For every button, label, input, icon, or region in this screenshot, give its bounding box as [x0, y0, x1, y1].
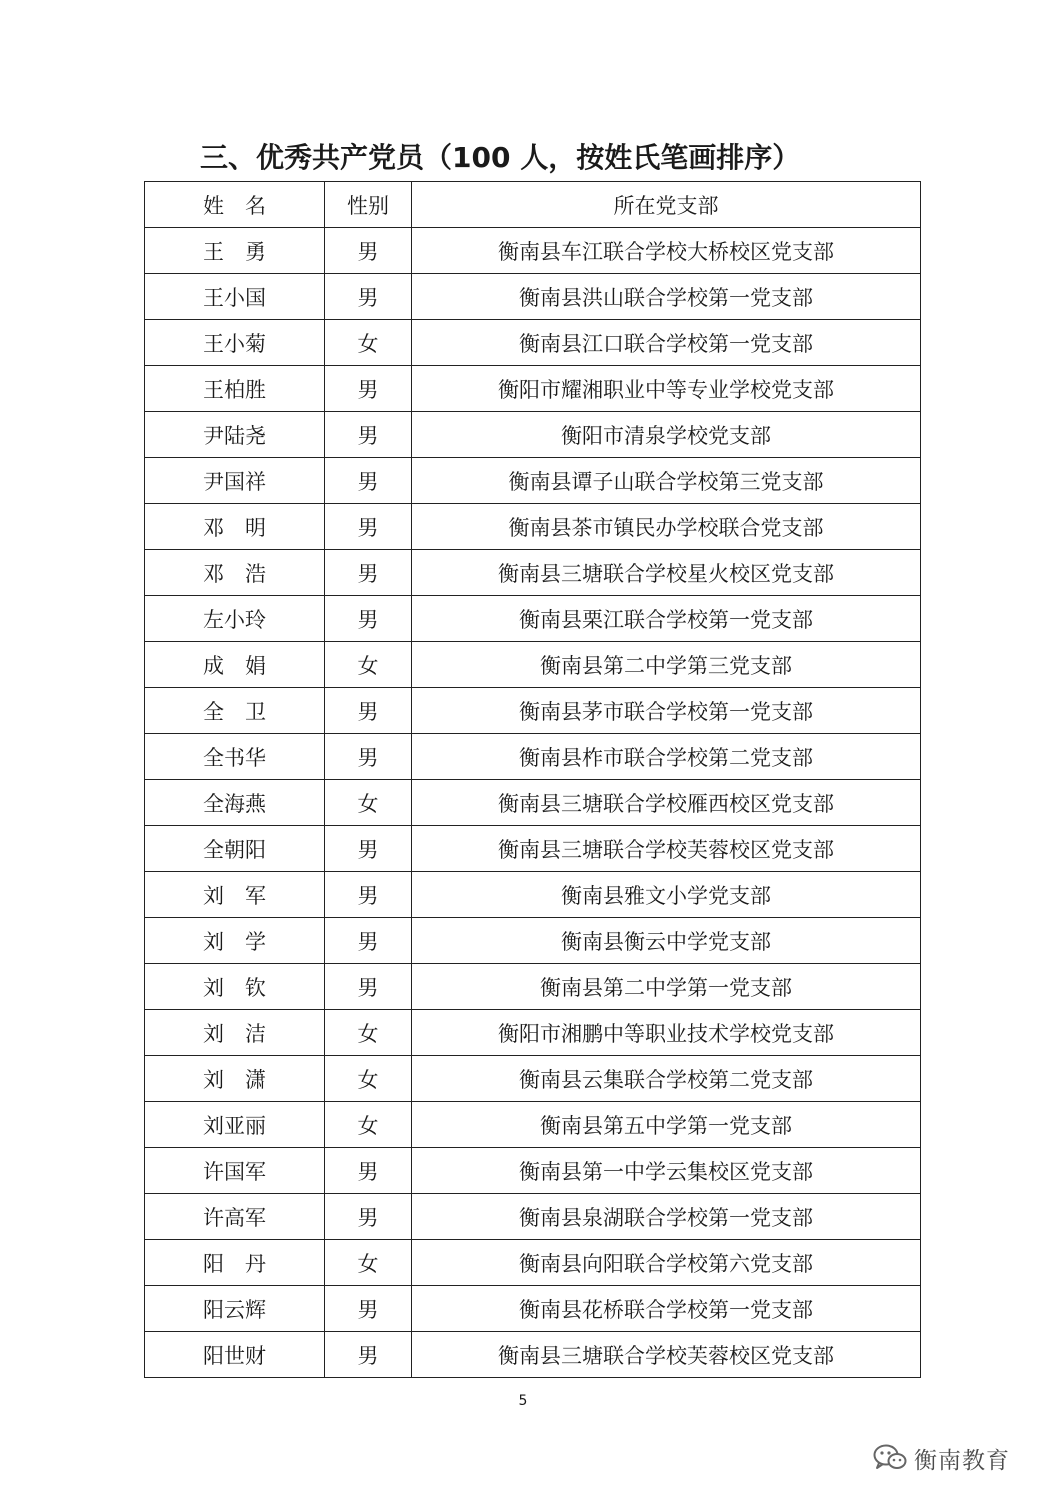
header-name: 姓 名: [145, 182, 325, 228]
cell-name: 刘 学: [145, 918, 325, 964]
watermark-text: 衡南教育: [914, 1447, 1010, 1474]
wechat-icon: [872, 1442, 908, 1474]
cell-name: 阳世财: [145, 1332, 325, 1378]
cell-branch: 衡南县三塘联合学校雁西校区党支部: [412, 780, 921, 826]
cell-gender: 男: [325, 1286, 412, 1332]
table-row: [145, 642, 921, 688]
cell-gender: 女: [325, 1010, 412, 1056]
cell-branch: 衡南县柞市联合学校第二党支部: [412, 734, 921, 780]
cell-gender: 女: [325, 1056, 412, 1102]
table-row: [145, 504, 921, 550]
cell-gender: 男: [325, 504, 412, 550]
cell-gender: 男: [325, 964, 412, 1010]
cell-branch: 衡南县泉湖联合学校第一党支部: [412, 1194, 921, 1240]
table-row: [145, 1194, 921, 1240]
cell-gender: 男: [325, 872, 412, 918]
cell-branch: 衡南县栗江联合学校第一党支部: [412, 596, 921, 642]
cell-gender: 男: [325, 458, 412, 504]
table-row: [145, 274, 921, 320]
cell-name: 尹国祥: [145, 458, 325, 504]
cell-gender: 男: [325, 1194, 412, 1240]
cell-gender: 女: [325, 780, 412, 826]
roster-table: [144, 181, 921, 1378]
cell-branch: 衡南县云集联合学校第二党支部: [412, 1056, 921, 1102]
cell-branch: 衡阳市湘鹏中等职业技术学校党支部: [412, 1010, 921, 1056]
table-row: [145, 1056, 921, 1102]
cell-gender: 男: [325, 228, 412, 274]
table-row: [145, 1010, 921, 1056]
cell-branch: 衡南县第一中学云集校区党支部: [412, 1148, 921, 1194]
header-row: [145, 182, 921, 228]
cell-name: 许高军: [145, 1194, 325, 1240]
cell-name: 刘 潇: [145, 1056, 325, 1102]
cell-branch: 衡南县江口联合学校第一党支部: [412, 320, 921, 366]
cell-gender: 男: [325, 366, 412, 412]
cell-branch: 衡南县车江联合学校大桥校区党支部: [412, 228, 921, 274]
cell-gender: 女: [325, 1240, 412, 1286]
cell-name: 尹陆尧: [145, 412, 325, 458]
page-number: 5: [518, 1393, 528, 1409]
cell-branch: 衡南县衡云中学党支部: [412, 918, 921, 964]
table-row: [145, 1286, 921, 1332]
cell-gender: 男: [325, 550, 412, 596]
cell-gender: 男: [325, 412, 412, 458]
table-row: [145, 458, 921, 504]
table-row: [145, 918, 921, 964]
table-row: [145, 1102, 921, 1148]
table-row: [145, 734, 921, 780]
cell-name: 阳 丹: [145, 1240, 325, 1286]
cell-branch: 衡南县第二中学第一党支部: [412, 964, 921, 1010]
cell-name: 全海燕: [145, 780, 325, 826]
cell-name: 邓 浩: [145, 550, 325, 596]
cell-name: 许国军: [145, 1148, 325, 1194]
cell-name: 全书华: [145, 734, 325, 780]
table-row: [145, 412, 921, 458]
cell-gender: 女: [325, 320, 412, 366]
cell-gender: 男: [325, 826, 412, 872]
table-row: [145, 1240, 921, 1286]
cell-name: 全 卫: [145, 688, 325, 734]
cell-branch: 衡阳市耀湘职业中等专业学校党支部: [412, 366, 921, 412]
table-row: [145, 1332, 921, 1378]
header-gender: 性别: [325, 182, 412, 228]
cell-branch: 衡南县雅文小学党支部: [412, 872, 921, 918]
cell-gender: 男: [325, 1332, 412, 1378]
table-row: [145, 550, 921, 596]
cell-branch: 衡南县洪山联合学校第一党支部: [412, 274, 921, 320]
table-row: [145, 596, 921, 642]
cell-gender: 男: [325, 734, 412, 780]
table-row: [145, 320, 921, 366]
cell-gender: 男: [325, 1148, 412, 1194]
table-row: [145, 780, 921, 826]
table-row: [145, 228, 921, 274]
cell-name: 王 勇: [145, 228, 325, 274]
header-branch: 所在党支部: [412, 182, 921, 228]
cell-branch: 衡南县三塘联合学校芙蓉校区党支部: [412, 1332, 921, 1378]
section-title: 三、优秀共产党员（100 人，按姓氏笔画排序）: [200, 141, 801, 174]
cell-gender: 女: [325, 1102, 412, 1148]
cell-branch: 衡南县花桥联合学校第一党支部: [412, 1286, 921, 1332]
cell-name: 刘 钦: [145, 964, 325, 1010]
cell-name: 王小国: [145, 274, 325, 320]
cell-branch: 衡南县第五中学第一党支部: [412, 1102, 921, 1148]
table-row: [145, 826, 921, 872]
table-body: [145, 228, 921, 1378]
cell-name: 邓 明: [145, 504, 325, 550]
table-header: [145, 182, 921, 228]
cell-branch: 衡阳市清泉学校党支部: [412, 412, 921, 458]
table-row: [145, 964, 921, 1010]
cell-branch: 衡南县第二中学第三党支部: [412, 642, 921, 688]
cell-gender: 男: [325, 274, 412, 320]
cell-gender: 男: [325, 688, 412, 734]
table-row: [145, 688, 921, 734]
table-row: [145, 1148, 921, 1194]
cell-branch: 衡南县茶市镇民办学校联合党支部: [412, 504, 921, 550]
cell-gender: 女: [325, 642, 412, 688]
table-row: [145, 366, 921, 412]
cell-branch: 衡南县三塘联合学校星火校区党支部: [412, 550, 921, 596]
cell-branch: 衡南县茅市联合学校第一党支部: [412, 688, 921, 734]
cell-name: 左小玲: [145, 596, 325, 642]
cell-name: 刘 洁: [145, 1010, 325, 1056]
cell-name: 刘 军: [145, 872, 325, 918]
cell-branch: 衡南县向阳联合学校第六党支部: [412, 1240, 921, 1286]
cell-name: 阳云辉: [145, 1286, 325, 1332]
cell-branch: 衡南县三塘联合学校芙蓉校区党支部: [412, 826, 921, 872]
cell-name: 刘亚丽: [145, 1102, 325, 1148]
cell-gender: 男: [325, 596, 412, 642]
table-row: [145, 872, 921, 918]
cell-branch: 衡南县谭子山联合学校第三党支部: [412, 458, 921, 504]
cell-name: 王小菊: [145, 320, 325, 366]
cell-name: 王柏胜: [145, 366, 325, 412]
cell-name: 全朝阳: [145, 826, 325, 872]
cell-gender: 男: [325, 918, 412, 964]
watermark: [872, 1438, 1010, 1478]
cell-name: 成 娟: [145, 642, 325, 688]
